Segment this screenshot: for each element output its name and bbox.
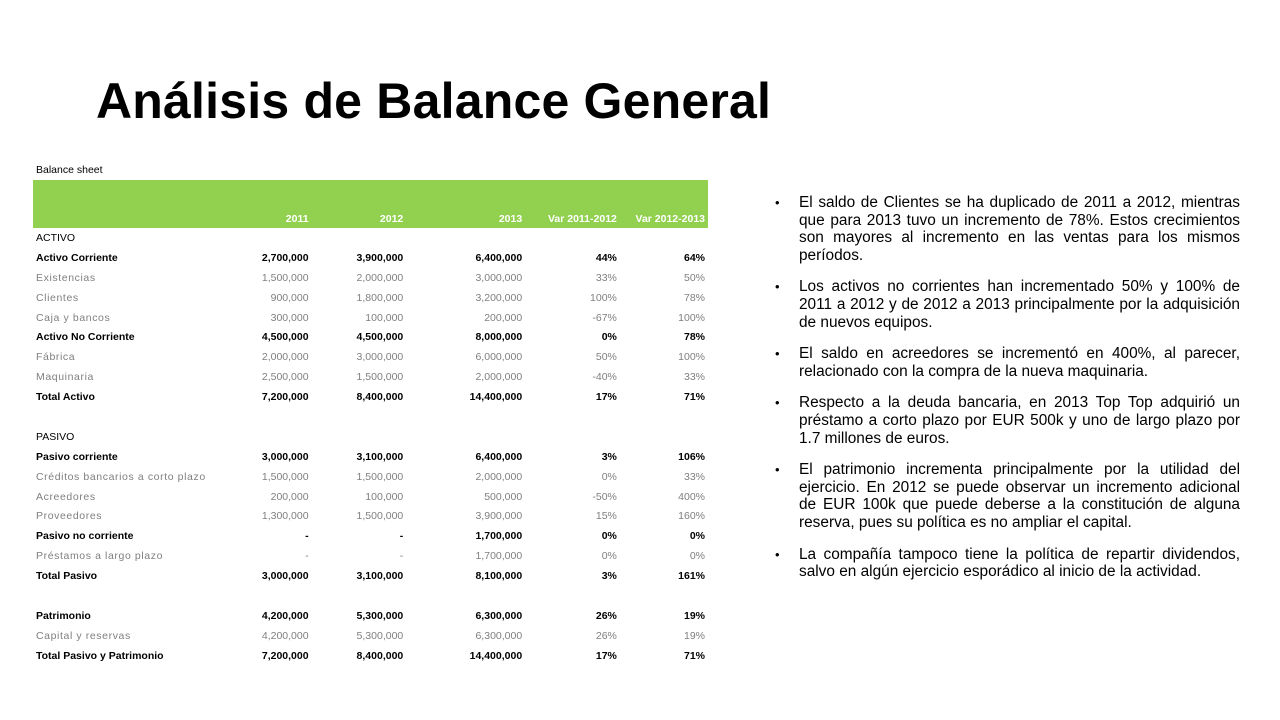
table-cell: 7,200,000	[261, 391, 309, 404]
row-label	[33, 407, 236, 427]
row-label: Total Pasivo y Patrimonio	[36, 649, 164, 662]
table-cell	[312, 586, 407, 606]
table-cell: 78%	[683, 331, 705, 344]
table-row	[33, 646, 708, 666]
table-cell: 33%	[683, 470, 705, 483]
row-label: Maquinaria	[36, 371, 94, 384]
table-row	[33, 566, 708, 586]
row-label: Clientes	[36, 291, 79, 304]
table-row	[33, 268, 708, 288]
table-cell: 19%	[683, 629, 705, 642]
row-label: Total Pasivo	[36, 570, 98, 583]
table-row	[33, 367, 708, 387]
table-cell: 4,200,000	[261, 629, 309, 642]
table-row	[33, 308, 708, 328]
row-label: Total Activo	[36, 391, 95, 404]
table-cell: 3,000,000	[356, 351, 404, 364]
table-cell: 6,400,000	[475, 450, 523, 463]
table-cell: 1,800,000	[356, 291, 404, 304]
table-cell: 6,300,000	[475, 629, 523, 642]
row-label	[33, 586, 236, 606]
table-cell: 6,000,000	[475, 351, 523, 364]
table-cell: 3,000,000	[261, 570, 309, 583]
table-row	[33, 327, 708, 347]
table-cell	[525, 427, 620, 447]
table-cell: 3,000,000	[261, 450, 309, 463]
table-cell: 64%	[683, 251, 705, 264]
table-cell: 2,000,000	[475, 371, 523, 384]
table-cell	[525, 586, 620, 606]
table-cell	[236, 586, 312, 606]
table-cell: 2,000,000	[356, 271, 404, 284]
table-cell: 71%	[683, 649, 705, 662]
table-cell: 3,100,000	[356, 450, 404, 463]
table-cell: 0%	[601, 331, 617, 344]
table-cell	[620, 427, 708, 447]
table-cell: 2,500,000	[261, 371, 309, 384]
bullet-item	[775, 345, 1240, 380]
table-cell	[406, 228, 525, 248]
table-row	[33, 526, 708, 546]
table-cell: 1,300,000	[261, 510, 309, 523]
table-cell: 3%	[601, 570, 617, 583]
column-header: 2011	[236, 180, 312, 228]
table-cell: 100,000	[365, 490, 404, 503]
table-row	[33, 606, 708, 626]
table-cell: 8,000,000	[475, 331, 523, 344]
table-cell: 44%	[595, 251, 617, 264]
table-row	[33, 626, 708, 646]
table-cell: 8,400,000	[356, 649, 404, 662]
row-label: Pasivo no corriente	[36, 530, 134, 543]
table-cell: 160%	[678, 510, 705, 523]
row-label: Fábrica	[36, 351, 76, 364]
column-header: Var 2011-2012	[525, 180, 620, 228]
bullet-item	[775, 394, 1240, 447]
table-cell: 400%	[678, 490, 705, 503]
table-cell: 15%	[595, 510, 617, 523]
table-row	[33, 347, 708, 367]
bullet-icon: •	[775, 462, 780, 478]
column-header: 2013	[406, 180, 525, 228]
table-cell	[525, 228, 620, 248]
bullet-icon: •	[775, 546, 780, 562]
table-row	[33, 546, 708, 566]
table-cell: 0%	[601, 530, 617, 543]
table-cell: 500,000	[484, 490, 523, 503]
bullet-text: Los activos no corrientes han incrementado 50% y 100% de 2011 a 2012 y de 2012 a 2013 principalmente por la adquisición de nuevos equipos.	[799, 278, 1240, 331]
table-cell: 50%	[595, 351, 617, 364]
table-row	[33, 586, 708, 606]
table-cell	[406, 407, 525, 427]
table-cell: 33%	[683, 371, 705, 384]
bullet-icon: •	[775, 195, 780, 210]
row-label: Acreedores	[36, 490, 96, 503]
table-cell	[236, 228, 312, 248]
table-cell: 26%	[595, 629, 617, 642]
column-header	[33, 180, 236, 228]
table-cell: -	[399, 550, 404, 563]
row-label: Créditos bancarios a corto plazo	[36, 470, 206, 483]
table-cell: 14,400,000	[469, 391, 523, 404]
table-cell: 5,300,000	[356, 629, 404, 642]
table-row	[33, 248, 708, 268]
table-cell: -50%	[592, 490, 617, 503]
table-cell: 3%	[601, 450, 617, 463]
row-label: Proveedores	[36, 510, 103, 523]
balance-sheet-table	[33, 161, 708, 666]
table-cell: 3,200,000	[475, 291, 523, 304]
table-cell: 6,400,000	[475, 251, 523, 264]
table-row	[33, 506, 708, 526]
table-cell	[312, 407, 407, 427]
bullet-text: El saldo de Clientes se ha duplicado de 2011 a 2012, mientras que para 2013 tuvo un incremento de 78%. Estos crecimientos son mayores al incremento en las ventas para los mismos períodos.	[799, 194, 1240, 264]
table-cell: 300,000	[270, 311, 309, 324]
table-cell	[312, 228, 407, 248]
row-label: Pasivo corriente	[36, 450, 118, 463]
notes-list	[775, 194, 1240, 595]
table-cell: -67%	[592, 311, 617, 324]
table-cell: 3,100,000	[356, 570, 404, 583]
table-cell: -40%	[592, 371, 617, 384]
table-cell: -	[305, 530, 309, 543]
column-header: 2012	[312, 180, 407, 228]
row-label: PASIVO	[36, 430, 75, 443]
table-cell: 14,400,000	[469, 649, 523, 662]
bullet-item	[775, 278, 1240, 331]
sheet-caption: Balance sheet	[36, 164, 103, 176]
table-cell: 0%	[601, 550, 617, 563]
row-label: Existencias	[36, 271, 96, 284]
table-cell: 19%	[683, 609, 705, 622]
row-label: ACTIVO	[36, 231, 76, 244]
table-cell: 6,300,000	[475, 609, 523, 622]
table-cell: 3,000,000	[475, 271, 523, 284]
bullet-item	[775, 461, 1240, 531]
table-cell: 2,000,000	[475, 470, 523, 483]
bullet-text: El saldo en acreedores se incrementó en 400%, al parecer, relacionado con la compra de la nueva maquinaria.	[799, 345, 1240, 380]
slide-title: Análisis de Balance General	[96, 73, 772, 129]
bullet-icon: •	[775, 346, 780, 362]
table-cell: 8,100,000	[475, 570, 523, 583]
table-cell: 78%	[683, 291, 705, 304]
table-cell: 3,900,000	[356, 251, 404, 264]
table-cell: 0%	[689, 530, 705, 543]
table-row	[33, 288, 708, 308]
table-cell: 4,500,000	[261, 331, 309, 344]
table-cell	[620, 407, 708, 427]
table-cell: 1,500,000	[356, 470, 404, 483]
bullet-icon: •	[775, 279, 780, 295]
row-label: Caja y bancos	[36, 311, 111, 324]
table-cell: 200,000	[484, 311, 523, 324]
row-label: Patrimonio	[36, 609, 91, 622]
table-cell	[525, 407, 620, 427]
table-cell	[406, 427, 525, 447]
table-cell	[236, 407, 312, 427]
column-header: Var 2012-2013	[620, 180, 708, 228]
table-cell: 33%	[595, 271, 617, 284]
bullet-icon: •	[775, 395, 780, 411]
table-row	[33, 447, 708, 467]
table-cell: 2,700,000	[261, 251, 309, 264]
table-cell: 4,200,000	[261, 609, 309, 622]
table-cell: 8,400,000	[356, 391, 404, 404]
table-cell: -	[305, 550, 309, 563]
table-row	[33, 407, 708, 427]
bullet-item	[775, 546, 1240, 581]
row-label: Activo No Corriente	[36, 331, 135, 344]
table-cell: 161%	[678, 570, 705, 583]
bullet-text: El patrimonio incrementa principalmente por la utilidad del ejercicio. En 2012 se puede observar un incremento adicional de EUR 100k que puede deberse a la constitución de alguna reserva, pues su política es no ampliar el capital.	[799, 461, 1240, 531]
table-cell: 4,500,000	[356, 331, 404, 344]
table-cell: 7,200,000	[261, 649, 309, 662]
table-cell: 50%	[683, 271, 705, 284]
table-header-row	[33, 180, 708, 228]
row-label: Activo Corriente	[36, 251, 118, 264]
table-cell: 1,500,000	[261, 470, 309, 483]
table-cell: 5,300,000	[356, 609, 404, 622]
table-row	[33, 228, 708, 248]
table-cell: 1,700,000	[475, 530, 523, 543]
table-cell: 17%	[595, 391, 617, 404]
table-cell: 1,500,000	[261, 271, 309, 284]
table-row	[33, 387, 708, 407]
bullet-item	[775, 194, 1240, 264]
table-cell	[236, 427, 312, 447]
table-cell: 100,000	[365, 311, 404, 324]
table-cell: 3,900,000	[475, 510, 523, 523]
table-cell: 2,000,000	[261, 351, 309, 364]
table-cell: 100%	[590, 291, 617, 304]
table-cell: 106%	[678, 450, 705, 463]
table-row	[33, 467, 708, 487]
table-cell	[312, 427, 407, 447]
table-cell: -	[399, 530, 404, 543]
table-cell	[620, 228, 708, 248]
row-label: Capital y reservas	[36, 629, 131, 642]
table-cell	[406, 586, 525, 606]
table-cell: 1,500,000	[356, 371, 404, 384]
table-cell: 1,700,000	[475, 550, 523, 563]
table-cell: 71%	[683, 391, 705, 404]
table-cell: 17%	[595, 649, 617, 662]
table-cell: 200,000	[270, 490, 309, 503]
table-cell: 100%	[678, 351, 705, 364]
table-cell: 26%	[595, 609, 617, 622]
table-row	[33, 487, 708, 507]
table-cell	[620, 586, 708, 606]
table-row	[33, 427, 708, 447]
table-cell: 0%	[689, 550, 705, 563]
table-cell: 900,000	[270, 291, 309, 304]
table-cell: 0%	[601, 470, 617, 483]
table-cell: 100%	[678, 311, 705, 324]
bullet-text: Respecto a la deuda bancaria, en 2013 Top Top adquirió un préstamo a corto plazo por EUR 500k y uno de largo plazo por 1.7 millones de euros.	[799, 394, 1240, 447]
bullet-text: La compañía tampoco tiene la política de repartir dividendos, salvo en algún ejercicio esporádico al inicio de la actividad.	[799, 545, 1240, 581]
table-cell: 1,500,000	[356, 510, 404, 523]
row-label: Préstamos a largo plazo	[36, 550, 164, 563]
